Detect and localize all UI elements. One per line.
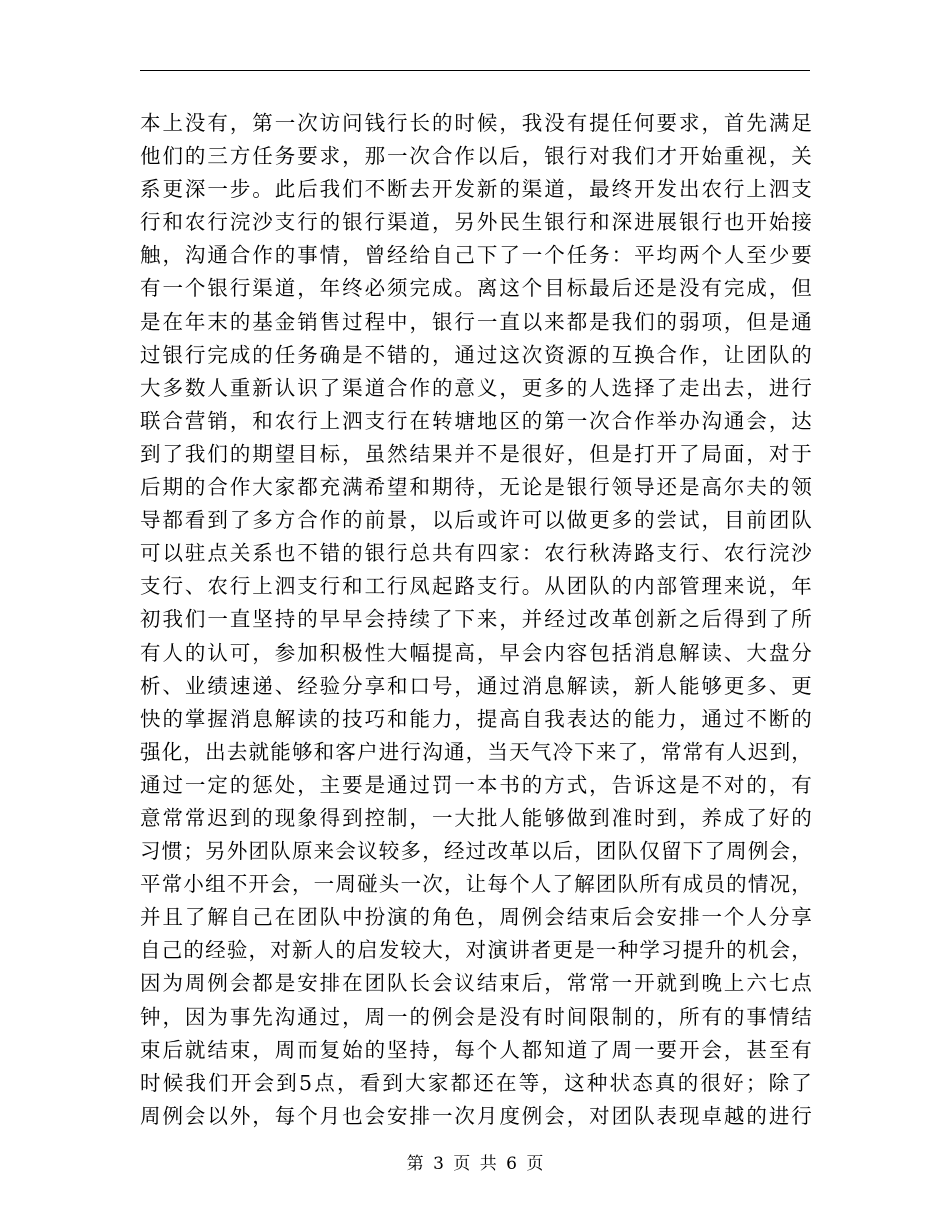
text-line: 时候我们开会到5点，看到大家都还在等，这种状态真的很好；除了	[140, 1070, 812, 1095]
text-line: 平常小组不开会，一周碰头一次，让每个人了解团队所有成员的情况，	[140, 872, 812, 897]
header-rule	[140, 70, 810, 71]
text-line: 习惯；另外团队原来会议较多，经过改革以后，团队仅留下了周例会，	[140, 839, 812, 864]
text-line: 导都看到了多方合作的前景，以后或许可以做更多的尝试，目前团队	[140, 508, 812, 533]
text-line: 是在年末的基金销售过程中，银行一直以来都是我们的弱项，但是通	[140, 309, 812, 334]
text-line: 钟，因为事先沟通过，周一的例会是没有时间限制的，所有的事情结	[140, 1004, 812, 1029]
text-line: 到了我们的期望目标，虽然结果并不是很好，但是打开了局面，对于	[140, 441, 812, 466]
text-line: 周例会以外，每个月也会安排一次月度例会，对团队表现卓越的进行	[140, 1103, 812, 1128]
text-line: 联合营销，和农行上泗支行在转塘地区的第一次合作举办沟通会，达	[140, 408, 812, 433]
text-line: 束后就结束，周而复始的坚持，每个人都知道了周一要开会，甚至有	[140, 1037, 812, 1062]
text-line: 后期的合作大家都充满希望和期待，无论是银行领导还是高尔夫的领	[140, 475, 812, 500]
text-line: 触，沟通合作的事情，曾经给自己下了一个任务：平均两个人至少要	[140, 243, 812, 268]
text-line: 强化，出去就能够和客户进行沟通，当天气冷下来了，常常有人迟到，	[140, 739, 812, 764]
text-line: 系更深一步。此后我们不断去开发新的渠道，最终开发出农行上泗支	[140, 177, 812, 202]
text-line: 意常常迟到的现象得到控制，一大批人能够做到准时到，养成了好的	[140, 805, 812, 830]
text-line: 本上没有，第一次访问钱行长的时候，我没有提任何要求，首先满足	[140, 111, 812, 135]
text-line: 快的掌握消息解读的技巧和能力，提高自我表达的能力，通过不断的	[140, 706, 812, 731]
text-line: 大多数人重新认识了渠道合作的意义，更多的人选择了走出去，进行	[140, 375, 812, 400]
text-line: 过银行完成的任务确是不错的，通过这次资源的互换合作，让团队的	[140, 342, 812, 367]
text-line: 析、业绩速递、经验分享和口号，通过消息解读，新人能够更多、更	[140, 673, 812, 698]
text-line: 可以驻点关系也不错的银行总共有四家：农行秋涛路支行、农行浣沙	[140, 541, 812, 566]
text-line: 有一个银行渠道，年终必须完成。离这个目标最后还是没有完成，但	[140, 276, 812, 301]
page-number: 第 3 页 共 6 页	[406, 1154, 544, 1174]
body-text	[140, 107, 812, 1133]
text-line: 行和农行浣沙支行的银行渠道，另外民生银行和深进展银行也开始接	[140, 210, 812, 235]
text-line: 自己的经验，对新人的启发较大，对演讲者更是一种学习提升的机会，	[140, 938, 812, 963]
text-line: 初我们一直坚持的早早会持续了下来，并经过改革创新之后得到了所	[140, 607, 812, 632]
text-line: 并且了解自己在团队中扮演的角色，周例会结束后会安排一个人分享	[140, 905, 812, 930]
text-line: 支行、农行上泗支行和工行凤起路支行。从团队的内部管理来说，年	[140, 574, 812, 599]
text-line: 有人的认可，参加积极性大幅提高，早会内容包括消息解读、大盘分	[140, 640, 812, 665]
text-line: 他们的三方任务要求，那一次合作以后，银行对我们才开始重视，关	[140, 144, 812, 169]
text-line: 因为周例会都是安排在团队长会议结束后，常常一开就到晚上六七点	[140, 971, 812, 996]
text-line: 通过一定的惩处，主要是通过罚一本书的方式，告诉这是不对的，有	[140, 772, 812, 797]
